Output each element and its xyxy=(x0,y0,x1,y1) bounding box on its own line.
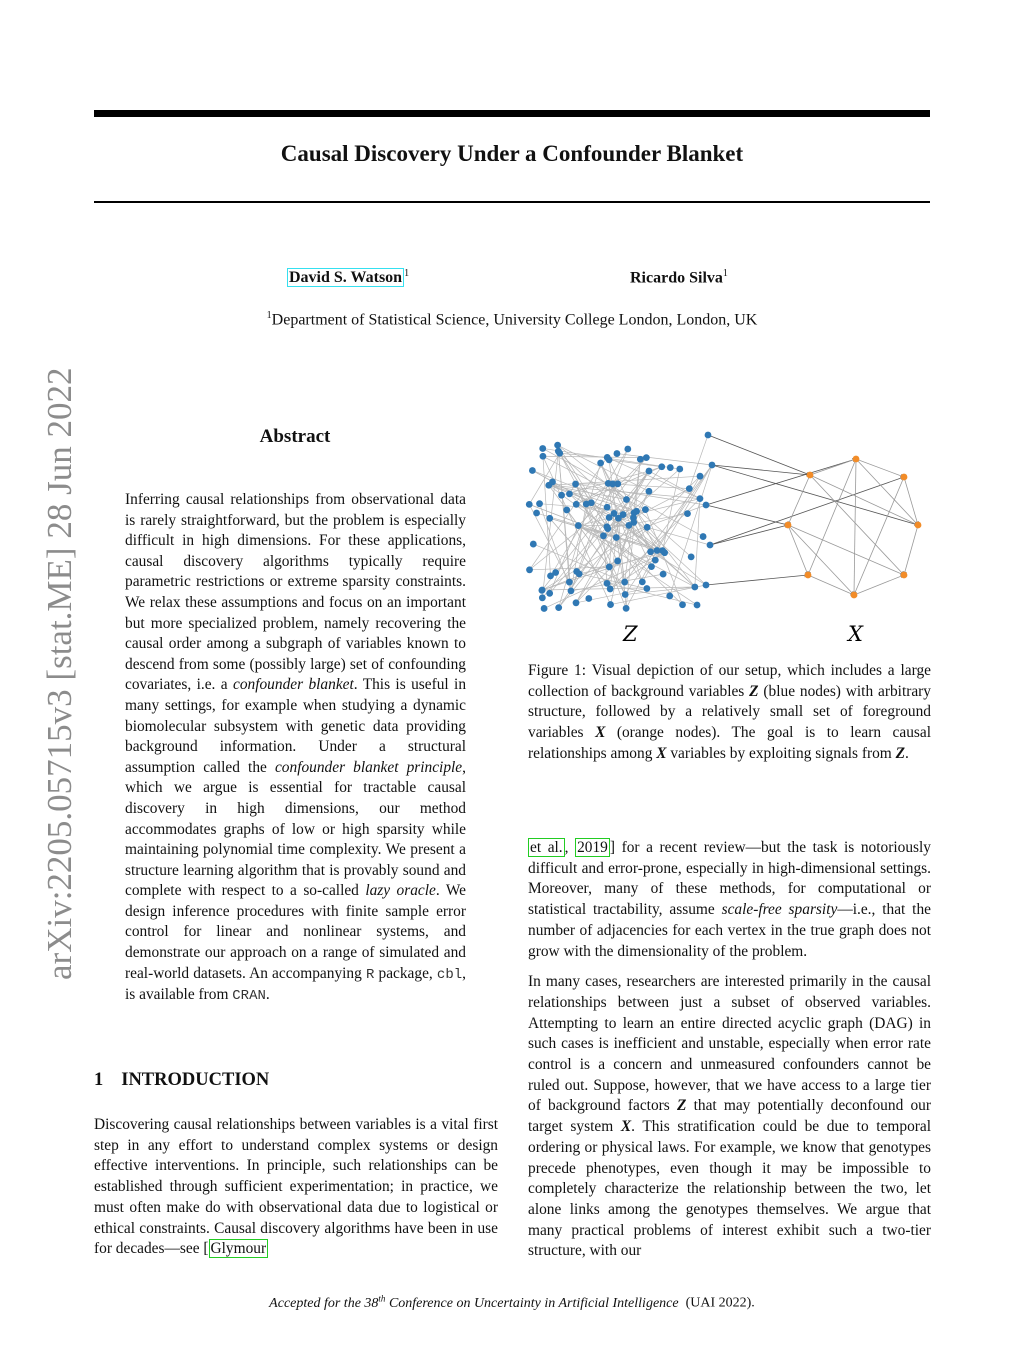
foreground-node xyxy=(901,474,908,481)
section-title: INTRODUCTION xyxy=(121,1070,270,1090)
graph-edge xyxy=(810,475,904,575)
section-heading-introduction xyxy=(94,1070,269,1091)
background-node xyxy=(573,501,580,508)
background-node xyxy=(643,585,650,592)
figure-1-caption: Figure 1: Visual depiction of our setup, which includes a large collection of background variables Z (blue nodes) with arbitrary structure, followed by a relatively small set of foreground variables X (orange nodes). The goal is to learn causal relationships among X variables by exploiting signals from Z. xyxy=(528,662,931,762)
background-node xyxy=(568,587,575,594)
background-node xyxy=(667,464,674,471)
graph-edge xyxy=(706,575,808,585)
background-node xyxy=(546,515,553,522)
background-node xyxy=(697,473,704,480)
background-node xyxy=(705,432,712,439)
graph-edge xyxy=(788,525,854,595)
background-node xyxy=(558,492,565,499)
background-node xyxy=(607,601,614,608)
graph-edge xyxy=(708,435,810,475)
background-node xyxy=(647,548,654,555)
background-node xyxy=(547,572,554,579)
graph-edge xyxy=(808,459,856,575)
abstract-body: Inferring causal relationships from observational data is rarely straightforward, but the problem is especially difficult in high dimensions. For these applications, causal discovery algorithms typically require parametric restrictions or extreme sparsity constraints. We relax these assumptions and focus on an important but more specialized problem, namely recovering the causal order among a subgraph of variables known to descend from some (possibly large) set of confounding covariates, i.e. a confounder blanket. This is useful in many settings, for example when studying a dynamic biomolecular subsystem with genetic data providing background information. Under a structural assumption called the confounder blanket principle, which we argue is essential for tractable causal discovery in high dimensions, our method accommodates graphs of low or high sparsity while maintaining polynomial time complexity. We present a structure learning algorithm that is provably sound and complete with respect to a so-called lazy oracle. We design inference procedures with finite sample error control for linear and nonlinear systems, and demonstrate our approach on a range of simulated and real-world datasets. An accompanying R package, cbl, is available from CRAN. xyxy=(125,491,467,1005)
paper-title: Causal Discovery Under a Confounder Blanket xyxy=(280,141,744,166)
author-silva xyxy=(630,268,728,287)
background-node xyxy=(585,595,592,602)
background-node xyxy=(658,463,665,470)
affiliation-mark: 1 xyxy=(266,310,272,321)
background-node xyxy=(526,566,533,573)
section-number: 1 xyxy=(94,1070,104,1090)
arxiv-stamp: arXiv:2205.05715v3 [stat.ME] 28 Jun 2022 xyxy=(40,367,79,980)
background-node xyxy=(624,446,631,453)
paragraph: et al. , 2019 ] for a recent review—but the task is notoriously difficult and error-prone, especially in high-dimensional settings. Moreover, many of these methods, for computational or statistical tractability, assume scale-free sparsity—i.e., that the number of adjacencies for each vertex in the true graph does not grow with the dimensionality of the problem. xyxy=(528,839,931,960)
background-node xyxy=(555,604,562,611)
background-node xyxy=(646,488,653,495)
graph-edge xyxy=(609,460,662,467)
background-node xyxy=(633,508,640,515)
background-node xyxy=(703,582,710,589)
background-node xyxy=(541,605,548,612)
title-bottom-rule xyxy=(94,201,930,203)
background-node xyxy=(643,454,650,461)
background-node xyxy=(533,510,540,517)
background-node xyxy=(639,578,646,585)
background-node xyxy=(700,533,707,540)
citation-link-et-al[interactable]: et al. xyxy=(530,839,563,856)
graph-edge xyxy=(710,525,788,545)
background-node xyxy=(603,523,610,530)
background-node xyxy=(613,534,620,541)
background-node xyxy=(622,591,629,598)
foreground-node xyxy=(785,522,792,529)
background-node xyxy=(572,481,579,488)
graph-edge xyxy=(808,575,854,595)
background-node xyxy=(660,571,667,578)
background-node xyxy=(597,460,604,467)
paragraph: In many cases, researchers are interested primarily in the causal relationships between just a subset of observed variables. Attempting to learn an entire directed acyclic graph (DAG) in such cases is inefficient and unstable, especially when error rate control is a concern and unmeasured confounders cannot be ruled out. Suppose, however, that we have access to a large tier of background factors Z that may potentially deconfound our target system X. This stratification could be due to temporal ordering or physical laws. For example, we know that genotypes precede phenotypes, even though it may be impossible to completely characterize the relationship between the two, let alone links among the genotypes themselves. We argue that many practical problems of interest exhibit such a two-tier structure, with our xyxy=(528,973,931,1260)
graph-edge xyxy=(712,465,810,475)
background-node xyxy=(686,485,693,492)
background-node xyxy=(614,558,621,565)
background-node xyxy=(607,586,614,593)
graph-edge xyxy=(788,475,810,525)
foreground-node xyxy=(901,572,908,579)
background-node xyxy=(615,515,622,522)
foreground-node xyxy=(805,572,812,579)
graph-edge xyxy=(854,477,904,595)
background-node xyxy=(623,496,630,503)
background-node xyxy=(648,563,655,570)
graph-edge xyxy=(854,459,856,595)
graph-edge xyxy=(629,525,695,587)
background-node xyxy=(684,510,691,517)
graph-edge xyxy=(904,525,918,575)
background-node xyxy=(604,504,611,511)
top-rule xyxy=(94,110,930,117)
graph-edge xyxy=(810,459,856,475)
background-node xyxy=(621,579,628,586)
graph-edge xyxy=(689,435,708,489)
conference-footer: Accepted for the 38th Conference on Uncertainty in Artificial Intelligence (UAI 2022). xyxy=(269,1293,755,1311)
background-node xyxy=(654,547,661,554)
background-node xyxy=(703,502,710,509)
background-node xyxy=(630,519,637,526)
background-node xyxy=(555,448,562,455)
citation-link-glymour[interactable]: Glymour xyxy=(210,1240,267,1258)
author-watson xyxy=(287,268,409,287)
background-node xyxy=(614,450,621,457)
background-node xyxy=(540,453,547,460)
background-node xyxy=(554,442,561,449)
graph-edge xyxy=(607,457,700,498)
background-node xyxy=(644,524,651,531)
background-node xyxy=(606,564,613,571)
background-node xyxy=(609,481,616,488)
author-affil-mark: 1 xyxy=(722,268,728,279)
background-node xyxy=(566,579,573,586)
background-node xyxy=(575,522,582,529)
foreground-node xyxy=(853,456,860,463)
background-node xyxy=(679,601,686,608)
affiliation xyxy=(94,310,930,329)
background-node xyxy=(539,445,546,452)
background-node xyxy=(549,479,556,486)
citation-link-2019[interactable]: 2019 xyxy=(577,839,608,856)
graph-edge xyxy=(663,469,680,551)
author-affil-mark: 1 xyxy=(404,268,410,279)
background-node xyxy=(642,506,649,513)
foreground-node xyxy=(807,472,814,479)
background-node xyxy=(623,605,630,612)
graph-edge xyxy=(695,499,700,587)
background-node xyxy=(707,542,714,549)
background-node xyxy=(691,584,698,591)
background-node xyxy=(526,501,533,508)
background-node xyxy=(566,490,573,497)
background-node xyxy=(600,532,607,539)
author-name-silva: Ricardo Silva xyxy=(630,269,723,287)
background-edges xyxy=(529,435,712,608)
background-node xyxy=(652,557,659,564)
foreground-node xyxy=(915,522,922,529)
author-link-watson[interactable]: David S. Watson xyxy=(289,269,403,287)
background-node xyxy=(536,500,543,507)
introduction-text: Discovering causal relationships between variables is a vital first step in any effort to understand complex systems or design effective interventions. In principle, such relationships can be established through sufficient experimentation; in practice, we must often make do with observational data due to logistical or ethical constraints. Causal discovery algorithms have been in use for decades—see [ Glymour xyxy=(94,1116,498,1258)
background-node xyxy=(563,507,570,514)
background-node xyxy=(646,468,653,475)
background-node xyxy=(694,602,701,609)
background-node xyxy=(573,599,580,606)
graph-edge xyxy=(710,477,904,545)
graph-edge xyxy=(617,454,712,465)
background-node xyxy=(637,456,644,463)
background-node xyxy=(666,593,673,600)
background-node xyxy=(676,466,683,473)
foreground-node xyxy=(851,592,858,599)
background-node xyxy=(604,454,611,461)
background-node xyxy=(697,495,704,502)
background-node xyxy=(583,501,590,508)
background-node xyxy=(529,467,536,474)
figure-label-x: X xyxy=(848,622,863,646)
background-node xyxy=(709,462,716,469)
affiliation-text: Department of Statistical Science, University College London, London, UK xyxy=(271,311,758,329)
figure-label-z: Z xyxy=(623,622,638,646)
background-node xyxy=(573,568,580,575)
background-node xyxy=(546,590,553,597)
graph-edge xyxy=(856,459,904,477)
figure-1-graph xyxy=(520,425,940,650)
abstract-heading: Abstract xyxy=(259,426,331,447)
graph-edge xyxy=(706,459,856,505)
right-column-text xyxy=(528,838,931,1272)
background-node xyxy=(538,587,545,594)
background-node xyxy=(530,541,537,548)
background-node xyxy=(539,594,546,601)
foreground-nodes xyxy=(785,456,922,599)
background-node xyxy=(688,553,695,560)
